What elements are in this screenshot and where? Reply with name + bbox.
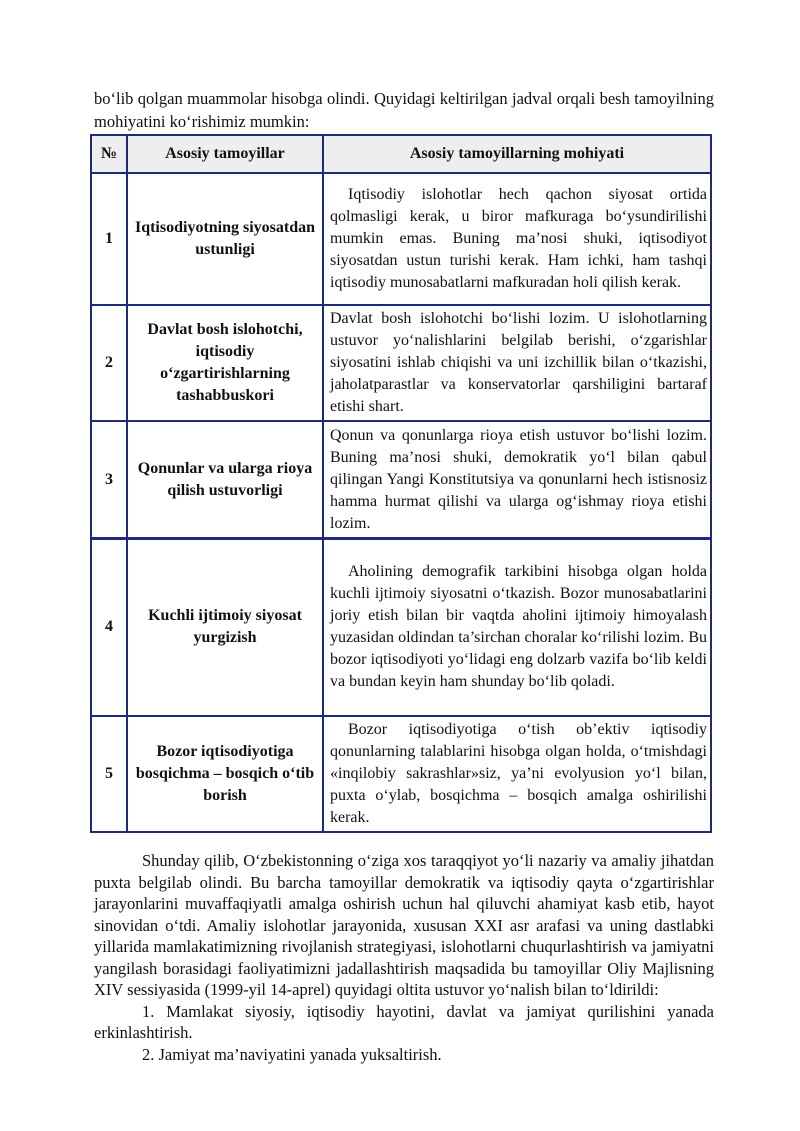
list-item: 2. Jamiyat ma’naviyatini yanada yuksaltirish. [142,1044,442,1064]
row-number: 4 [91,538,127,716]
conclusion-paragraph: Shunday qilib, O‘zbekistonning o‘ziga xos taraqqiyot yo‘li nazariy va amaliy jihatdan puxta belgilab olindi. Bu barcha tamoyillar demokratik va iqtisodiy qayta o‘zgartirishlar jarayonlarini muvaffaqiyatli amalga oshirish uchun hal qiluvchi ahamiyat kasb etib, hayot sinovidan o‘tdi. Amaliy islohotlar jarayonida, xususan XXI asr arafasi va uning dastlabki yillarida mamlakatimizning rivojlanish strategiyasi, islohotlarni chuqurlashtirish va jamiyatni yangilash borasidagi faoliyatimizni jadallashtirish maqsadida bu tamoyillar Oliy Majlisning XIV sessiyasida (1999-yil 14-aprel) quyidagi oltita ustuvor yo‘nalish bilan to‘ldirildi: [94,851,714,999]
principle-name: Kuchli ijtimoiy siyosat yurgizish [127,538,323,716]
header-number: № [91,135,127,173]
table-header-row [91,135,711,173]
list-item: 1. Mamlakat siyosiy, iqtisodiy hayotini, davlat va jamiyat qurilishini yanada erkinlashtirish. [94,1001,714,1042]
table-row [91,538,711,716]
table-row [91,305,711,421]
conclusion-section [94,850,714,1065]
header-principles: Asosiy tamoyillar [127,135,323,173]
principle-description: Davlat bosh islohotchi bo‘lishi lozim. U islohotlarning ustuvor yo‘nalishlarini belgilab berishi, o‘zgarishlar siyosatini ishlab chiqishi va uni izchillik bilan o‘tkazishi, jaholatparastlar va konservatorlar qarshiligini bartaraf etishi shart. [323,305,711,421]
intro-paragraph: bo‘lib qolgan muammolar hisobga olindi. Quyidagi keltirilgan jadval orqali besh tamoyilning mohiyatini ko‘rishimiz mumkin: [94,88,714,131]
principles-table-continued [90,537,712,833]
principle-name: Bozor iqtisodiyotiga bosqichma – bosqich o‘tib borish [127,716,323,832]
table-row [91,173,711,305]
principle-name: Iqtisodiyotning siyosatdan ustunligi [127,173,323,305]
principle-description: Bozor iqtisodiyotiga o‘tish ob’ektiv iqtisodiy qonunlarning talablarini hisobga olgan holda, o‘tmishdagi «inqilobiy sakrashlar»siz, ya’ni evolyusion yo‘l bilan, puxta o‘ylab, bosqichma – bosqich amalga oshirilishi kerak. [323,716,711,832]
principles-table [90,134,712,540]
row-number: 1 [91,173,127,305]
principle-name: Qonunlar va ularga rioya qilish ustuvorligi [127,421,323,539]
principle-description: Iqtisodiy islohotlar hech qachon siyosat ortida qolmasligi kerak, u biror mafkuraga bo‘ysundirilishi mumkin emas. Buning ma’nosi shuki, iqtisodiyot siyosatdan ustun turishi kerak. Ham ichki, ham tashqi iqtisodiy munosabatlarni mafkuradan holi qilish kerak. [323,173,711,305]
row-number: 3 [91,421,127,539]
principle-description: Aholining demografik tarkibini hisobga olgan holda kuchli ijtimoiy siyosatni o‘tkazish. Bozor munosabatlarini joriy etish bilan bir vaqtda aholini ijtimoiy himoyalash yuzasidan oldindan ta’sirchan choralar ko‘rilishi lozim. Bu bozor iqtisodiyoti yo‘lidagi eng dolzarb vazifa bo‘lib keldi va bundan keyin ham shunday bo‘lib qoladi. [323,538,711,716]
table-row [91,421,711,539]
header-essence: Asosiy tamoyillarning mohiyati [323,135,711,173]
table-row [91,716,711,832]
principle-description: Qonun va qonunlarga rioya etish ustuvor bo‘lishi lozim. Buning ma’nosi shuki, demokratik yo‘l bilan qabul qilingan Yangi Konstitutsiya va qonunlarni hech istisnosiz hamma hurmat qilishi va ularga og‘ishmay rioya etishi lozim. [323,421,711,539]
row-number: 2 [91,305,127,421]
row-number: 5 [91,716,127,832]
principle-name: Davlat bosh islohotchi, iqtisodiy o‘zgartirishlarning tashabbuskori [127,305,323,421]
